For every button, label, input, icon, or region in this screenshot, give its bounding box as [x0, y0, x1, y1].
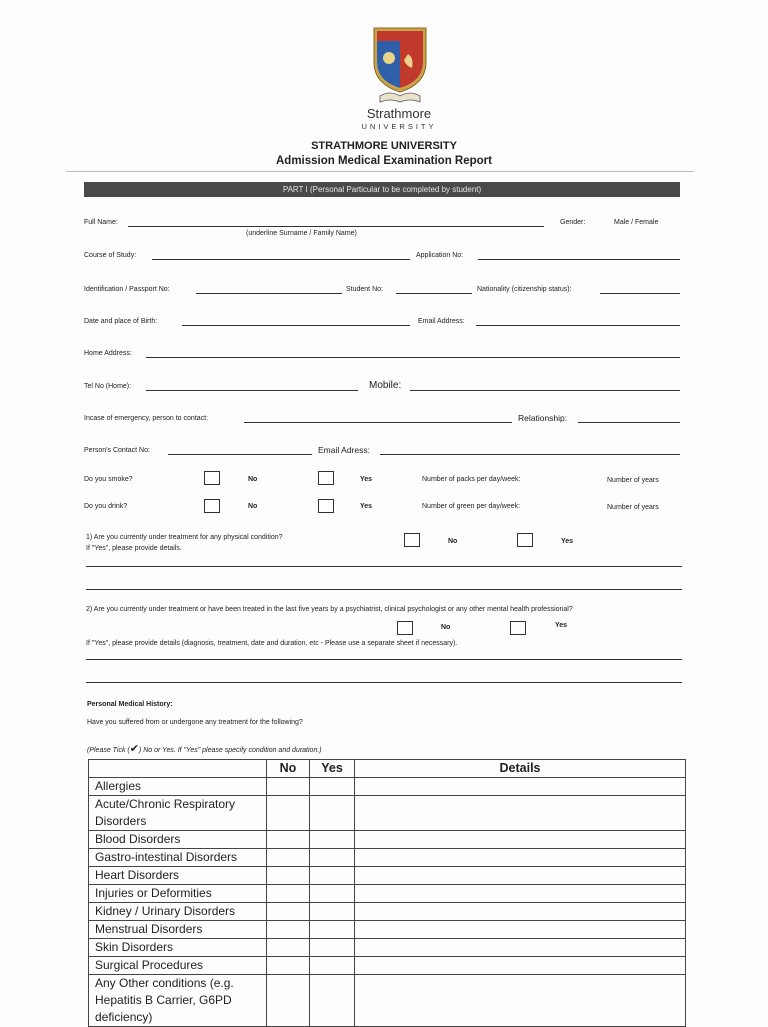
history-question: Have you suffered from or undergone any treatment for the following? — [87, 719, 303, 726]
details-cell[interactable] — [355, 867, 686, 885]
table-row — [89, 921, 686, 939]
details-cell[interactable] — [355, 939, 686, 957]
smoke-no-label: No — [248, 476, 258, 483]
relationship-label: Relationship: — [518, 413, 568, 423]
q1-no-label: No — [448, 538, 458, 545]
no-tick-cell[interactable] — [267, 939, 310, 957]
q1-no-checkbox[interactable] — [404, 533, 420, 547]
tick-icon: ✔ — [129, 743, 139, 755]
no-tick-cell[interactable] — [267, 778, 310, 796]
student-no-field[interactable] — [396, 293, 472, 294]
q1-details-line-1[interactable] — [86, 566, 682, 567]
no-tick-cell[interactable] — [267, 885, 310, 903]
q1-line1: 1) Are you currently under treatment for any physical condition? — [86, 534, 283, 541]
table-row — [89, 885, 686, 903]
table-row — [89, 957, 686, 975]
emergency-label: Incase of emergency, person to contact: — [84, 415, 208, 422]
table-row — [89, 831, 686, 849]
details-cell[interactable] — [355, 903, 686, 921]
details-cell[interactable] — [355, 831, 686, 849]
tel-home-field[interactable] — [146, 390, 358, 391]
yes-tick-cell[interactable] — [310, 975, 355, 1027]
details-column-header: Details — [355, 760, 686, 778]
student-no-label: Student No: — [346, 286, 383, 293]
yes-tick-cell[interactable] — [310, 939, 355, 957]
mobile-field[interactable] — [410, 390, 680, 391]
condition-cell: Heart Disorders — [89, 867, 267, 885]
application-no-field[interactable] — [478, 259, 680, 260]
smoke-no-checkbox[interactable] — [204, 471, 220, 485]
name-hint: (underline Surname / Family Name) — [246, 230, 357, 237]
no-column-header: No — [267, 760, 310, 778]
condition-column-header — [89, 760, 267, 778]
full-name-field[interactable] — [128, 226, 544, 227]
details-cell[interactable] — [355, 849, 686, 867]
gender-options[interactable]: Male / Female — [614, 219, 659, 226]
medical-history-table — [88, 759, 686, 1027]
yes-tick-cell[interactable] — [310, 796, 355, 831]
history-heading: Personal Medical History: — [87, 701, 173, 708]
q2-details-line-2[interactable] — [86, 682, 682, 683]
email-adress-field[interactable] — [380, 454, 680, 455]
q1-yes-label: Yes — [561, 538, 574, 545]
q1-details-line-2[interactable] — [86, 589, 682, 590]
no-tick-cell[interactable] — [267, 831, 310, 849]
yes-tick-cell[interactable] — [310, 831, 355, 849]
persons-contact-label: Person's Contact No: — [84, 447, 150, 454]
part1-banner: PART I (Personal Particular to be completed by student) — [84, 182, 680, 197]
no-tick-cell[interactable] — [267, 903, 310, 921]
course-field[interactable] — [152, 259, 410, 260]
smoke-yes-checkbox[interactable] — [318, 471, 334, 485]
table-row — [89, 975, 686, 1027]
page-title: STRATHMORE UNIVERSITY — [311, 140, 457, 152]
application-no-label: Application No: — [416, 252, 464, 259]
details-cell[interactable] — [355, 778, 686, 796]
drink-no-label: No — [248, 503, 258, 510]
nationality-field[interactable] — [600, 293, 680, 294]
drink-yes-checkbox[interactable] — [318, 499, 334, 513]
no-tick-cell[interactable] — [267, 957, 310, 975]
tick-instruction — [87, 742, 322, 755]
smoke-yes-label: Yes — [360, 476, 373, 483]
yes-tick-cell[interactable] — [310, 921, 355, 939]
q2-yes-label: Yes — [555, 622, 568, 629]
table-row — [89, 903, 686, 921]
page-subtitle: Admission Medical Examination Report — [276, 155, 492, 167]
drink-no-checkbox[interactable] — [204, 499, 220, 513]
yes-tick-cell[interactable] — [310, 849, 355, 867]
no-tick-cell[interactable] — [267, 921, 310, 939]
persons-contact-field[interactable] — [168, 454, 312, 455]
emergency-field[interactable] — [244, 422, 512, 423]
q2-yes-checkbox[interactable] — [510, 621, 526, 635]
university-logo — [368, 26, 432, 106]
q2-details-line-1[interactable] — [86, 659, 682, 660]
table-row — [89, 849, 686, 867]
table-row — [89, 939, 686, 957]
table-header-row — [89, 760, 686, 778]
yes-tick-cell[interactable] — [310, 957, 355, 975]
condition-cell: Skin Disorders — [89, 939, 267, 957]
green-label: Number of green per day/week: — [422, 503, 521, 510]
home-address-label: Home Address: — [84, 350, 132, 357]
details-cell[interactable] — [355, 957, 686, 975]
condition-cell: Injuries or Deformities — [89, 885, 267, 903]
header-divider — [66, 171, 694, 172]
no-tick-cell[interactable] — [267, 867, 310, 885]
table-row — [89, 867, 686, 885]
logo-sub: UNIVERSITY — [361, 122, 437, 131]
q2-details-hint: If "Yes", please provide details (diagnosis, treatment, date and duration, etc - Please use a separate sheet if necessary). — [86, 640, 458, 647]
condition-cell: Gastro-intestinal Disorders — [89, 849, 267, 867]
nationality-label: Nationality (citizenship status): — [477, 286, 572, 293]
condition-cell: Any Other conditions (e.g. Hepatitis B Carrier, G6PD deficiency) — [89, 975, 267, 1027]
full-name-label: Full Name: — [84, 219, 118, 226]
condition-cell: Surgical Procedures — [89, 957, 267, 975]
table-row — [89, 796, 686, 831]
dob-label: Date and place of Birth: — [84, 318, 158, 325]
email-field[interactable] — [476, 325, 680, 326]
no-tick-cell[interactable] — [267, 975, 310, 1027]
dob-field[interactable] — [182, 325, 410, 326]
packs-label: Number of packs per day/week: — [422, 476, 521, 483]
tick-instruction-post: ) No or Yes. If "Yes" please specify condition and duration.) — [138, 747, 322, 754]
home-address-field[interactable] — [146, 357, 680, 358]
mobile-label: Mobile: — [369, 380, 402, 391]
table-row — [89, 778, 686, 796]
condition-cell: Allergies — [89, 778, 267, 796]
smoke-question: Do you smoke? — [84, 476, 133, 483]
yes-tick-cell[interactable] — [310, 867, 355, 885]
yes-column-header: Yes — [310, 760, 355, 778]
email-adress-label: Email Adress: — [318, 445, 370, 455]
gender-label: Gender: — [560, 219, 586, 226]
drink-question: Do you drink? — [84, 503, 128, 510]
q2-no-label: No — [441, 624, 451, 631]
no-tick-cell[interactable] — [267, 849, 310, 867]
condition-cell: Menstrual Disorders — [89, 921, 267, 939]
q1-yes-checkbox[interactable] — [517, 533, 533, 547]
details-cell[interactable] — [355, 975, 686, 1027]
tick-instruction-pre: (Please Tick ( — [87, 747, 130, 754]
no-tick-cell[interactable] — [267, 796, 310, 831]
smoke-years-label: Number of years — [607, 477, 659, 484]
q1-line2: If "Yes", please provide details. — [86, 545, 182, 552]
logo-name: Strathmore — [366, 106, 432, 121]
yes-tick-cell[interactable] — [310, 885, 355, 903]
drink-yes-label: Yes — [360, 503, 373, 510]
id-passport-field[interactable] — [196, 293, 342, 294]
course-label: Course of Study: — [84, 252, 137, 259]
relationship-field[interactable] — [578, 422, 680, 423]
q2-no-checkbox[interactable] — [397, 621, 413, 635]
yes-tick-cell[interactable] — [310, 903, 355, 921]
condition-cell: Kidney / Urinary Disorders — [89, 903, 267, 921]
details-cell[interactable] — [355, 796, 686, 831]
condition-cell: Blood Disorders — [89, 831, 267, 849]
condition-cell: Acute/Chronic Respiratory Disorders — [89, 796, 267, 831]
drink-years-label: Number of years — [607, 504, 659, 511]
id-passport-label: Identification / Passport No: — [84, 286, 170, 293]
details-cell[interactable] — [355, 921, 686, 939]
q2-line1: 2) Are you currently under treatment or have been treated in the last five years by a psychiatrist, clinical psychologist or any other mental health professional? — [86, 606, 573, 613]
yes-tick-cell[interactable] — [310, 778, 355, 796]
details-cell[interactable] — [355, 885, 686, 903]
email-label: Email Address: — [418, 318, 465, 325]
tel-home-label: Tel No (Home): — [84, 383, 132, 390]
